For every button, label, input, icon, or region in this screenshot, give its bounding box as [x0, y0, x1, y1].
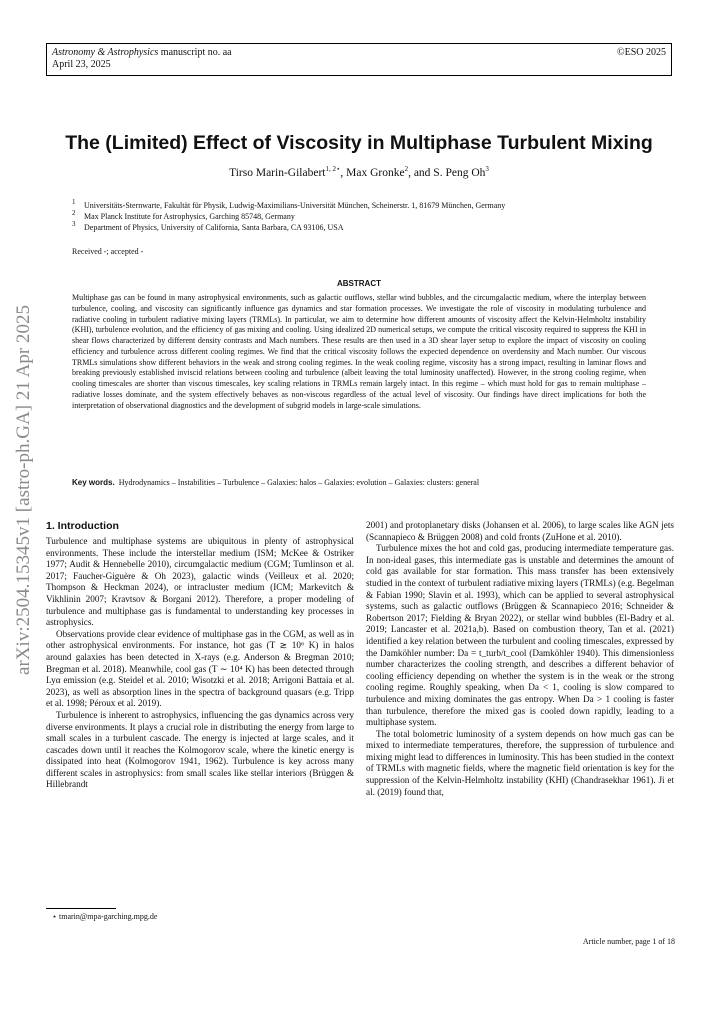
- paragraph: Turbulence is inherent to astrophysics, influencing the gas dynamics across very diverse environments. It plays a crucial role in distributing the energy from large to small scales in a turbulent cascade. The energy is injected at large scales, and it cascades down until it reaches the Kolmogorov scale, where the kinetic energy is dissipated into heat (Kolmogorov 1941, 1962). Turbulence is key across many different scales in astrophysics: from small scales like stellar interiors (Brüggen & Hillebrandt: [46, 709, 354, 790]
- affiliation-3: $^3$ Department of Physics, University of California, Santa Barbara, CA 93106, USA: [72, 220, 344, 232]
- right-column: [366, 520, 674, 920]
- page-number: Article number, page 1 of 18: [582, 937, 675, 946]
- footnote-rule: [46, 908, 116, 909]
- paragraph: 2001) and protoplanetary disks (Johansen et al. 2006), to large scales like AGN jets (Scannapieco & Brüggen 2008) and cold fronts (ZuHone et al. 2010).: [366, 520, 674, 542]
- running-header: [46, 43, 672, 76]
- manuscript-number: manuscript no. aa: [160, 47, 232, 58]
- author-name: S. Peng Oh: [433, 167, 486, 179]
- author-list: Tirso Marin-Gilabert$^{1, 2⋆}$, Max Gronke$^2$, and S. Peng Oh$^3$: [229, 165, 489, 179]
- paragraph: Turbulence and multiphase systems are ubiquitous in plenty of astrophysical environments. These include the interstellar medium (ISM; McKee & Ostriker 1977; Audit & Hennebelle 2010), circumgalactic medium (CGM; Tumlinson et al. 2017; Faucher-Giguère & Oh 2023), galactic winds (Veilleux et al. 2020; Thompson & Heckman 2024), or intracluster medium (ICM; Markevitch & Vikhlinin 2007; Kravtsov & Borgani 2012). Therefore, a proper modeling of turbulence and multiphase gas is fundamental to understanding key processes in astrophysics.: [46, 536, 354, 628]
- paragraph: Observations provide clear evidence of multiphase gas in the CGM, as well as in other astrophysical environments. For instance, hot gas (T ≳ 10⁶ K) in halos around galaxies has been detected in X-rays (e.g. Anderson & Bregman 2010; Bregman et al. 2018). Meanwhile, cool gas (T ∼ 10⁴ K) has been detected through Lyα emission (e.g. Steidel et al. 2010; Wisotzki et al. 2018; Arrigoni Battaia et al. 2023), as well as absorption lines in the spectra of background quasars (e.g. Tripp et al. 1998; Péroux et al. 2019).: [46, 628, 354, 709]
- author-name: Tirso Marin-Gilabert: [229, 167, 326, 179]
- author-affiliation-mark: 2: [404, 165, 409, 174]
- abstract-heading: ABSTRACT: [337, 279, 381, 288]
- manuscript-date: April 23, 2025: [52, 59, 111, 70]
- affiliation-2: $^2$ Max Planck Institute for Astrophysics, Garching 85748, Germany: [72, 209, 295, 221]
- paragraph: Turbulence mixes the hot and cold gas, producing intermediate temperature gas. In non-ideal gases, this intermediate gas is unstable and determines the amount of cold gas available for star formation. This mass transfer has been extensively studied in the context of turbulent radiative mixing layers (TRMLs) (e.g. Begelman & Fabian 1990; Slavin et al. 1993), which can be applied to several astrophysical systems, such as galactic outflows (Brüggen & Scannapieco 2016; Schneider & Robertson 2017; Fielding & Bryan 2022), or stellar wind bubbles (El-Badry et al. 2019; Lancaster et al. 2021a,b). Based on combustion theory, Tan et al. (2021) identified a key relation between the turbulent and cooling timescales, expressed by the Damköhler number: Da = t_turb/t_cool (Damköhler 1940). This dimensionless number characterizes the cooling strength, and describes a different behavior of cooling efficiency depending on whether the system is in the weak or the strong cooling regime. Roughly speaking, when Da < 1, cooling is slow compared to turbulence and mixing dominates the gas entropy. When Da > 1 cooling is faster than turbulence, therefore the mixed gas is cooled down rapidly, leading to a multiphase system.: [366, 543, 674, 728]
- paragraph: The total bolometric luminosity of a system depends on how much gas can be mixed to intermediate temperatures, therefore, the suppression of turbulence and mixing might lead to differences in luminosity. This has been studied in the context of TRMLs with magnetic fields, where the magnetic field orientation is key for the suppression of the Kelvin-Helmholtz instability (KHI) (Chandrasekhar 1961). Ji et al. (2019) found that,: [366, 728, 674, 797]
- author-name: Max Gronke: [346, 167, 405, 179]
- copyright: ©ESO 2025: [617, 47, 666, 58]
- affiliation-1: $^1$ Universitäts-Sternwarte, Fakultät für Physik, Ludwig-Maximilians-Universität München, Scheinerstr. 1, 81679 München, Germany: [72, 198, 506, 210]
- arxiv-id: arXiv:2504.15345v1 [astro-ph.GA] 21 Apr 2025: [14, 315, 34, 675]
- keywords-label: Key words.: [72, 478, 115, 487]
- arxiv-stamp: [2, 300, 42, 680]
- author-affiliation-mark: 1, 2⋆: [325, 165, 341, 174]
- abstract-text: Multiphase gas can be found in many astrophysical environments, such as galactic outflows, stellar wind bubbles, and the circumgalactic medium, where the interplay between turbulence, cooling, and viscosity can significantly influence gas dynamics and star formation processes. We investigate the role of viscosity in modulating turbulence and radiative cooling in turbulent radiative mixing layers (TRMLs). In particular, we aim to determine how different amounts of viscosity affect the Kelvin-Helmholtz instability (KHI), turbulence evolution, and the efficiency of gas mixing and cooling. Using idealized 2D numerical setups, we compute the critical viscosity required to suppress the KHI in shear flows characterized by different density contrasts and Mach numbers. These results are then used in a 3D shear layer setup to explore the impact of viscosity on cooling efficiency and turbulence across different cooling regimes. We find that the critical viscosity follows the expected dependence on overdensity and Mach number. Our viscous TRMLs simulations show different behaviors in the weak and strong cooling regimes. In the weak cooling regime, viscosity has a strong impact, resulting in laminar flows and breaking previously established inviscid relations between cooling and turbulence (albeit leaving the total luminosity unaffected). However, in the strong cooling regime, when cooling timescales are shorter than viscous timescales, key scaling relations in TRMLs remain largely intact. In this regime – which must hold for gas to remain multiphase – radiative losses dominate, and the system effectively behaves as non-viscous regardless of the actual level of viscosity. Our findings have direct implications for both the interpretation of observational diagnostics and the development of subgrid models in large-scale simulations.: [72, 293, 646, 410]
- received-line: Received -; accepted -: [72, 247, 144, 256]
- author-affiliation-mark: 3: [485, 165, 489, 174]
- section-heading: 1. Introduction: [46, 520, 119, 532]
- keywords: [72, 478, 646, 488]
- left-column: [46, 520, 354, 905]
- footnote: ⋆ tmarin@mpa-garching.mpg.de: [52, 912, 158, 921]
- paper-title: The (Limited) Effect of Viscosity in Multiphase Turbulent Mixing: [65, 132, 653, 154]
- affiliations: [72, 200, 672, 233]
- journal-name: Astronomy & Astrophysics: [52, 47, 159, 58]
- keywords-list: Hydrodynamics – Instabilities – Turbulence – Galaxies: halos – Galaxies: evolution – Galaxies: clusters: general: [118, 478, 480, 487]
